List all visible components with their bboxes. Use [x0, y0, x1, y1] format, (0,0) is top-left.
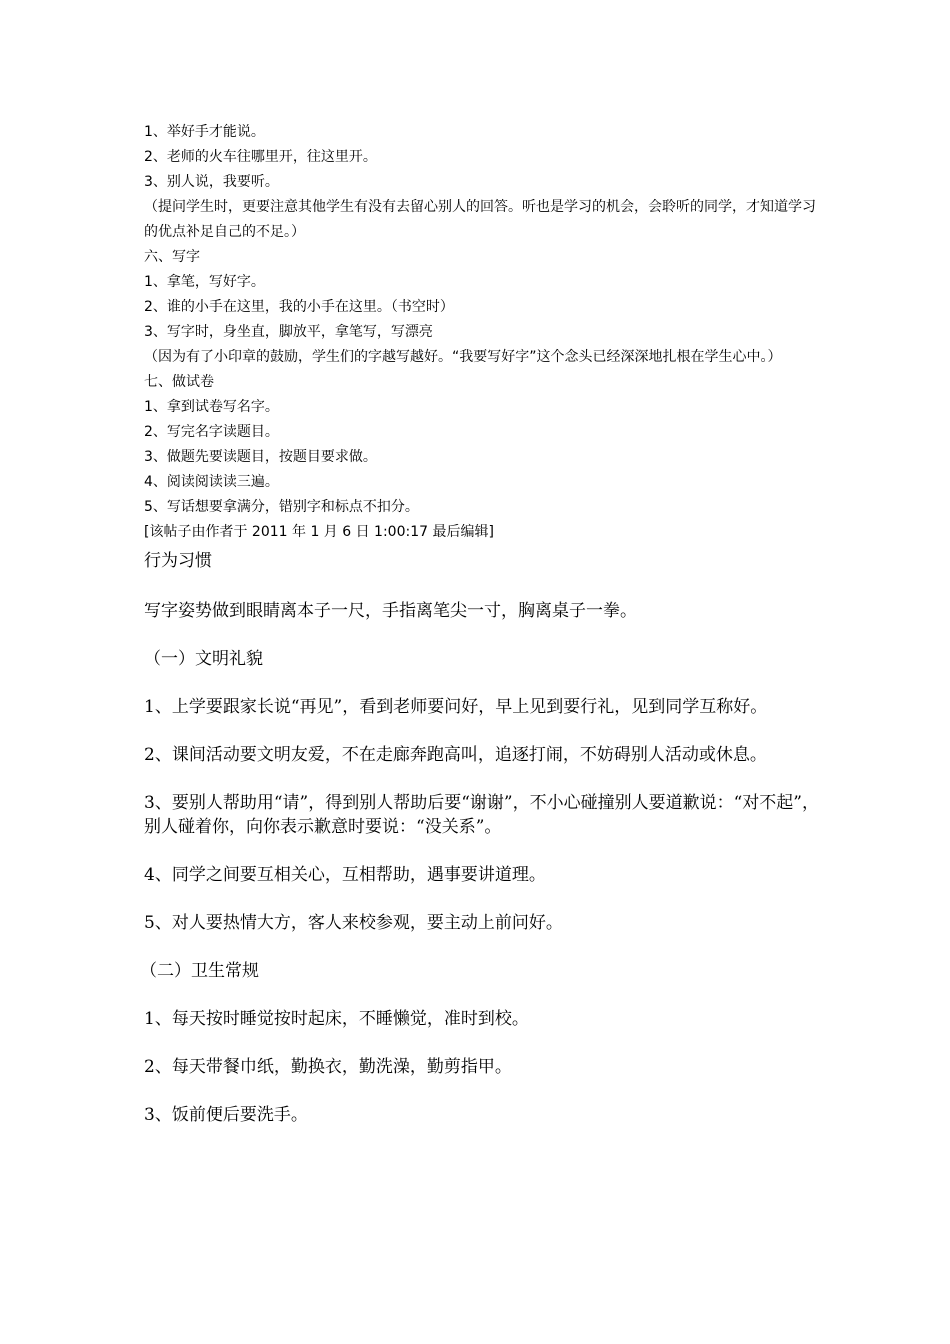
- text-line: 1、拿笔，写好字。: [144, 274, 265, 290]
- habit-paragraph: （二）卫生常规: [140, 961, 259, 981]
- text-line: 3、做题先要读题目，按题目要求做。: [144, 449, 377, 465]
- section-heading: 行为习惯: [144, 551, 212, 571]
- text-line: 1、举好手才能说。: [144, 124, 265, 140]
- habit-paragraph: 2、每天带餐巾纸，勤换衣，勤洗澡，勤剪指甲。: [144, 1057, 512, 1077]
- behavior-habits-section: [140, 549, 824, 1127]
- habit-paragraph: 4、同学之间要互相关心，互相帮助，遇事要讲道理。: [144, 865, 546, 885]
- text-line: 2、老师的火车往哪里开，往这里开。: [144, 149, 377, 165]
- text-line: 2、谁的小手在这里，我的小手在这里。（书空时）: [144, 299, 454, 315]
- text-line: 七、做试卷: [144, 374, 214, 390]
- classroom-routines-section: [144, 120, 824, 545]
- habit-paragraph: 1、每天按时睡觉按时起床，不睡懒觉，准时到校。: [144, 1009, 529, 1029]
- text-line: 5、写话想要拿满分，错别字和标点不扣分。: [144, 499, 419, 515]
- habit-paragraph: （一）文明礼貌: [144, 649, 263, 669]
- document-page: [140, 120, 824, 1151]
- text-line: （提问学生时，更要注意其他学生有没有去留心别人的回答。听也是学习的机会，会聆听的同学，才知道学习的优点补足自己的不足。）: [144, 199, 816, 240]
- habit-paragraph: 写字姿势做到眼睛离本子一尺，手指离笔尖一寸，胸离桌子一拳。: [144, 601, 637, 621]
- habit-paragraph: 3、饭前便后要洗手。: [144, 1105, 308, 1125]
- habit-paragraph: 5、对人要热情大方，客人来校参观，要主动上前问好。: [144, 913, 563, 933]
- text-line: 六、写字: [144, 249, 200, 265]
- text-line: [该帖子由作者于 2011 年 1 月 6 日 1:00:17 最后编辑]: [144, 524, 494, 540]
- habit-paragraph: 1、上学要跟家长说“再见”，看到老师要问好，早上见到要行礼，见到同学互称好。: [144, 697, 768, 717]
- text-line: 3、别人说，我要听。: [144, 174, 279, 190]
- text-line: 1、拿到试卷写名字。: [144, 399, 279, 415]
- habit-paragraph: 2、课间活动要文明友爱，不在走廊奔跑高叫，追逐打闹，不妨碍别人活动或休息。: [144, 745, 767, 765]
- text-line: 4、阅读阅读读三遍。: [144, 474, 279, 490]
- text-line: （因为有了小印章的鼓励，学生们的字越写越好。“我要写好字”这个念头已经深深地扎根在学生心中。）: [144, 349, 782, 365]
- habit-paragraph: 3、要别人帮助用“请”，得到别人帮助后要“谢谢”，不小心碰撞别人要道歉说：“对不起”，别人碰着你，向你表示歉意时要说：“没关系”。: [144, 793, 819, 837]
- text-line: 2、写完名字读题目。: [144, 424, 279, 440]
- habit-paragraphs: [140, 599, 824, 1127]
- text-line: 3、写字时，身坐直，脚放平，拿笔写，写漂亮: [144, 324, 433, 340]
